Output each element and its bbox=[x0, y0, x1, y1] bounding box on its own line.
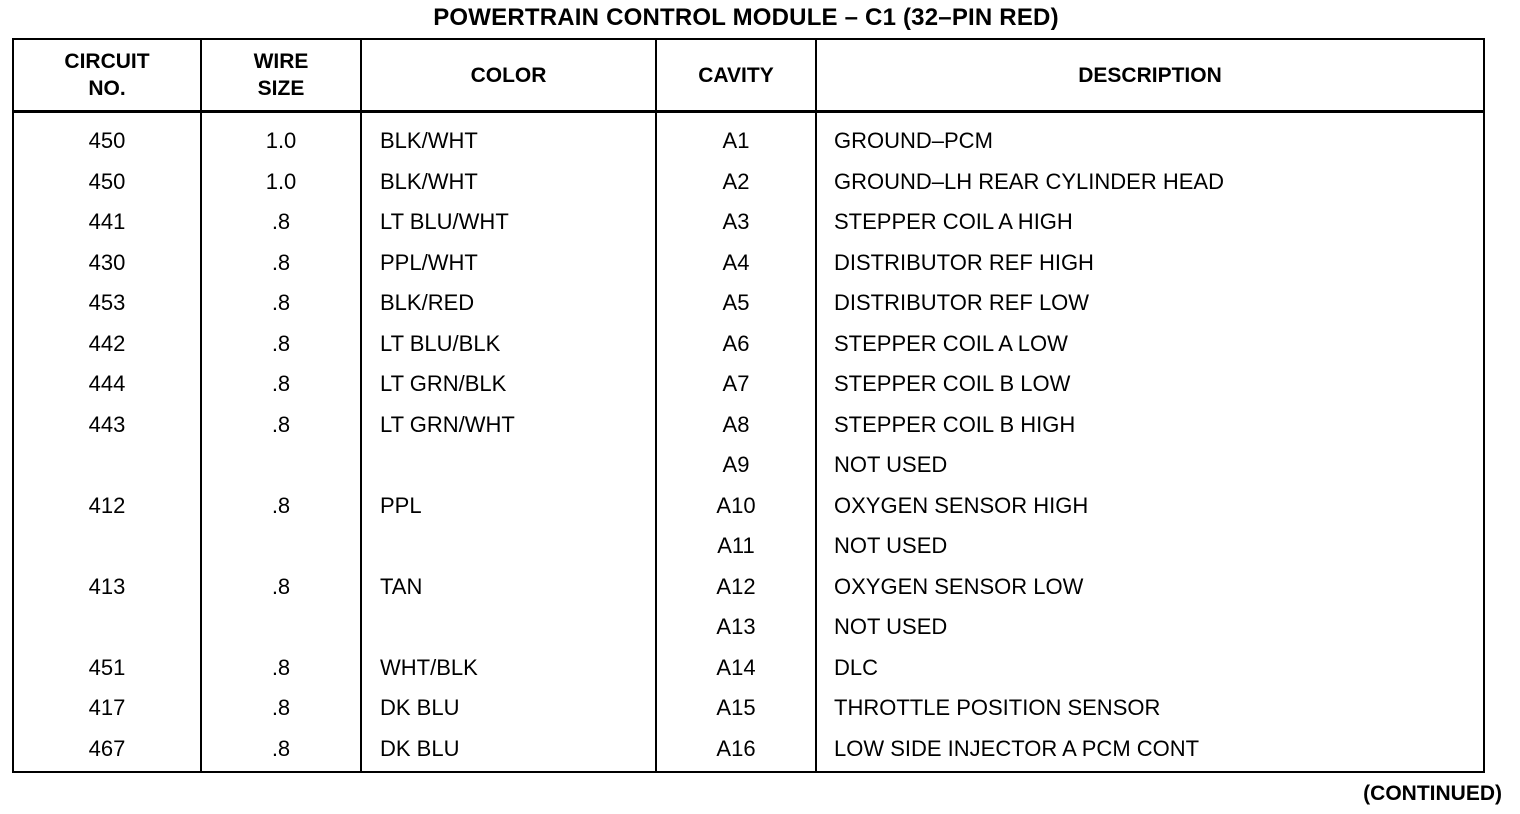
color-cell: BLK/RED bbox=[361, 283, 656, 324]
cavity-cell: A6 bbox=[656, 324, 816, 365]
description-cell: NOT USED bbox=[816, 607, 1484, 648]
table-row bbox=[13, 729, 1484, 773]
cavity-cell: A2 bbox=[656, 162, 816, 203]
wire-size-cell: .8 bbox=[201, 324, 361, 365]
circuit-cell: 450 bbox=[13, 112, 201, 162]
description-cell: DLC bbox=[816, 648, 1484, 689]
description-cell: GROUND–LH REAR CYLINDER HEAD bbox=[816, 162, 1484, 203]
circuit-cell: 442 bbox=[13, 324, 201, 365]
table-row bbox=[13, 283, 1484, 324]
color-cell: TAN bbox=[361, 567, 656, 608]
wire-size-cell: .8 bbox=[201, 364, 361, 405]
circuit-header-line2: NO. bbox=[88, 77, 126, 100]
description-cell: NOT USED bbox=[816, 445, 1484, 486]
color-cell: LT GRN/BLK bbox=[361, 364, 656, 405]
cavity-cell: A1 bbox=[656, 112, 816, 162]
color-cell: LT BLU/WHT bbox=[361, 202, 656, 243]
description-cell: NOT USED bbox=[816, 526, 1484, 567]
description-cell: OXYGEN SENSOR LOW bbox=[816, 567, 1484, 608]
wire-size-cell: .8 bbox=[201, 648, 361, 689]
cavity-cell: A4 bbox=[656, 243, 816, 284]
color-cell: DK BLU bbox=[361, 688, 656, 729]
circuit-cell bbox=[13, 607, 201, 648]
wire-size-cell: .8 bbox=[201, 688, 361, 729]
wire-size-cell: 1.0 bbox=[201, 162, 361, 203]
description-cell: STEPPER COIL B LOW bbox=[816, 364, 1484, 405]
wire-size-cell: .8 bbox=[201, 567, 361, 608]
circuit-cell: 451 bbox=[13, 648, 201, 689]
table-row bbox=[13, 324, 1484, 365]
description-cell: THROTTLE POSITION SENSOR bbox=[816, 688, 1484, 729]
wire-size-cell bbox=[201, 607, 361, 648]
cavity-cell: A5 bbox=[656, 283, 816, 324]
description-cell: DISTRIBUTOR REF LOW bbox=[816, 283, 1484, 324]
wire-size-cell: 1.0 bbox=[201, 112, 361, 162]
cavity-cell: A11 bbox=[656, 526, 816, 567]
circuit-header bbox=[13, 39, 201, 112]
color-cell: WHT/BLK bbox=[361, 648, 656, 689]
color-cell: BLK/WHT bbox=[361, 112, 656, 162]
circuit-cell: 417 bbox=[13, 688, 201, 729]
wire-header-line2: SIZE bbox=[257, 77, 305, 100]
table-row bbox=[13, 607, 1484, 648]
circuit-header-line1: CIRCUIT bbox=[64, 50, 150, 73]
cavity-cell: A3 bbox=[656, 202, 816, 243]
description-cell: GROUND–PCM bbox=[816, 112, 1484, 162]
description-cell: OXYGEN SENSOR HIGH bbox=[816, 486, 1484, 527]
color-cell: PPL/WHT bbox=[361, 243, 656, 284]
color-cell: PPL bbox=[361, 486, 656, 527]
color-cell: LT GRN/WHT bbox=[361, 405, 656, 446]
cavity-cell: A13 bbox=[656, 607, 816, 648]
color-cell: BLK/WHT bbox=[361, 162, 656, 203]
cavity-cell: A9 bbox=[656, 445, 816, 486]
circuit-cell: 444 bbox=[13, 364, 201, 405]
circuit-cell: 441 bbox=[13, 202, 201, 243]
description-cell: STEPPER COIL A LOW bbox=[816, 324, 1484, 365]
wire-size-cell bbox=[201, 526, 361, 567]
wire-size-cell bbox=[201, 445, 361, 486]
pin-table bbox=[12, 38, 1485, 773]
wire-size-header bbox=[201, 39, 361, 112]
wire-size-cell: .8 bbox=[201, 486, 361, 527]
circuit-cell: 453 bbox=[13, 283, 201, 324]
cavity-cell: A15 bbox=[656, 688, 816, 729]
continued-label: (CONTINUED) bbox=[1363, 782, 1502, 805]
circuit-cell: 467 bbox=[13, 729, 201, 773]
description-header: DESCRIPTION bbox=[816, 39, 1484, 112]
table-row bbox=[13, 445, 1484, 486]
wire-size-cell: .8 bbox=[201, 243, 361, 284]
cavity-cell: A10 bbox=[656, 486, 816, 527]
wire-size-cell: .8 bbox=[201, 283, 361, 324]
description-cell: DISTRIBUTOR REF HIGH bbox=[816, 243, 1484, 284]
cavity-header: CAVITY bbox=[656, 39, 816, 112]
wire-header-line1: WIRE bbox=[253, 50, 309, 73]
table-row bbox=[13, 648, 1484, 689]
cavity-cell: A12 bbox=[656, 567, 816, 608]
table-row bbox=[13, 526, 1484, 567]
color-cell: LT BLU/BLK bbox=[361, 324, 656, 365]
color-cell bbox=[361, 607, 656, 648]
table-body bbox=[13, 112, 1484, 773]
cavity-cell: A16 bbox=[656, 729, 816, 773]
table-row bbox=[13, 567, 1484, 608]
cavity-cell: A14 bbox=[656, 648, 816, 689]
table-row bbox=[13, 243, 1484, 284]
description-cell: LOW SIDE INJECTOR A PCM CONT bbox=[816, 729, 1484, 773]
circuit-cell: 413 bbox=[13, 567, 201, 608]
color-header: COLOR bbox=[361, 39, 656, 112]
cavity-cell: A7 bbox=[656, 364, 816, 405]
wire-size-cell: .8 bbox=[201, 729, 361, 773]
table-row bbox=[13, 112, 1484, 162]
description-cell: STEPPER COIL B HIGH bbox=[816, 405, 1484, 446]
table-row bbox=[13, 688, 1484, 729]
circuit-cell bbox=[13, 445, 201, 486]
wire-size-cell: .8 bbox=[201, 202, 361, 243]
color-cell bbox=[361, 526, 656, 567]
cavity-cell: A8 bbox=[656, 405, 816, 446]
wire-size-cell: .8 bbox=[201, 405, 361, 446]
description-cell: STEPPER COIL A HIGH bbox=[816, 202, 1484, 243]
circuit-cell: 412 bbox=[13, 486, 201, 527]
table-row bbox=[13, 162, 1484, 203]
table-row bbox=[13, 364, 1484, 405]
circuit-cell bbox=[13, 526, 201, 567]
color-cell: DK BLU bbox=[361, 729, 656, 773]
table-row bbox=[13, 202, 1484, 243]
page-title: POWERTRAIN CONTROL MODULE – C1 (32–PIN RED) bbox=[433, 4, 1059, 31]
table-row bbox=[13, 405, 1484, 446]
circuit-cell: 430 bbox=[13, 243, 201, 284]
table-header-row bbox=[13, 39, 1484, 112]
color-cell bbox=[361, 445, 656, 486]
table-row bbox=[13, 486, 1484, 527]
circuit-cell: 450 bbox=[13, 162, 201, 203]
circuit-cell: 443 bbox=[13, 405, 201, 446]
